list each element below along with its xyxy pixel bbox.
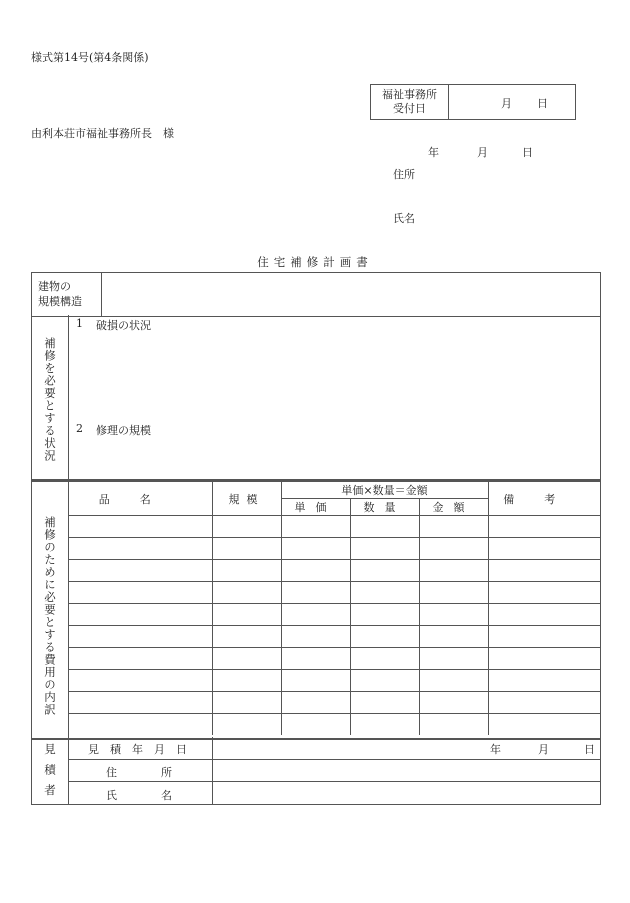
estimate-day: 日 bbox=[584, 743, 595, 756]
applicant-month: 月 bbox=[477, 146, 488, 159]
row-item-name-cell bbox=[68, 516, 212, 538]
row-amount-cell bbox=[419, 560, 488, 582]
estimate-year: 年 bbox=[490, 743, 501, 756]
row-quantity-cell bbox=[350, 538, 419, 560]
row-amount-cell bbox=[419, 538, 488, 560]
repair-item1-label: 破損の状況 bbox=[96, 319, 151, 332]
building-section bbox=[31, 272, 601, 317]
repair-item2-number: 2 bbox=[76, 422, 83, 435]
table-row bbox=[68, 516, 600, 538]
table-row bbox=[68, 692, 600, 714]
cost-side-label: 補修のために必要とする費用の内訳 bbox=[43, 516, 57, 716]
row-remarks-cell bbox=[488, 560, 600, 582]
row-unit-price-cell bbox=[281, 648, 350, 670]
row-item-name-cell bbox=[68, 626, 212, 648]
table-row bbox=[68, 604, 600, 626]
estimate-date-label: 見積年月日 bbox=[88, 743, 198, 756]
row-amount-cell bbox=[419, 626, 488, 648]
row-scale-cell bbox=[212, 626, 281, 648]
row-unit-price-cell bbox=[281, 714, 350, 735]
row-quantity-cell bbox=[350, 648, 419, 670]
row-amount-cell bbox=[419, 604, 488, 626]
table-row bbox=[68, 560, 600, 582]
row-remarks-cell bbox=[488, 670, 600, 692]
row-unit-price-cell bbox=[281, 626, 350, 648]
row-quantity-cell bbox=[350, 626, 419, 648]
cost-table bbox=[68, 482, 600, 735]
table-row bbox=[68, 670, 600, 692]
estimator-section bbox=[31, 737, 601, 805]
row-quantity-cell bbox=[350, 582, 419, 604]
reception-label bbox=[371, 85, 449, 119]
row-item-name-cell bbox=[68, 582, 212, 604]
row-scale-cell bbox=[212, 648, 281, 670]
estimator-labels bbox=[68, 737, 216, 804]
header-amount: 金額 bbox=[419, 499, 488, 516]
row-amount-cell bbox=[419, 516, 488, 538]
row-amount-cell bbox=[419, 648, 488, 670]
estimator-address-label: 住所 bbox=[106, 766, 216, 779]
row-remarks-cell bbox=[488, 582, 600, 604]
applicant-address-label: 住所 bbox=[393, 168, 415, 181]
row-amount-cell bbox=[419, 714, 488, 735]
row-item-name-cell bbox=[68, 648, 212, 670]
header-scale: 規模 bbox=[212, 482, 281, 516]
row-remarks-cell bbox=[488, 538, 600, 560]
row-quantity-cell bbox=[350, 516, 419, 538]
row-quantity-cell bbox=[350, 560, 419, 582]
header-item-name: 品名 bbox=[68, 482, 212, 516]
form-number: 様式第14号(第4条関係) bbox=[31, 51, 149, 64]
row-item-name-cell bbox=[68, 670, 212, 692]
applicant-name-label: 氏名 bbox=[393, 212, 415, 225]
row-quantity-cell bbox=[350, 670, 419, 692]
header-unit-price: 単価 bbox=[281, 499, 350, 516]
reception-box bbox=[370, 84, 576, 120]
row-item-name-cell bbox=[68, 714, 212, 735]
row-remarks-cell bbox=[488, 604, 600, 626]
row-scale-cell bbox=[212, 604, 281, 626]
estimate-month: 月 bbox=[538, 743, 549, 756]
header-remarks: 備考 bbox=[488, 482, 600, 516]
row-unit-price-cell bbox=[281, 538, 350, 560]
reception-month: 月 bbox=[501, 97, 512, 110]
repair-need-side bbox=[32, 315, 69, 479]
row-unit-price-cell bbox=[281, 604, 350, 626]
building-label-line1: 建物の bbox=[38, 280, 71, 293]
row-unit-price-cell bbox=[281, 582, 350, 604]
estimator-side-label: 見積者 bbox=[43, 743, 57, 805]
repair-need-section bbox=[31, 315, 601, 480]
row-unit-price-cell bbox=[281, 692, 350, 714]
table-row bbox=[68, 538, 600, 560]
addressee: 由利本荘市福祉事務所長 様 bbox=[31, 127, 174, 140]
table-row bbox=[68, 626, 600, 648]
table-row bbox=[68, 582, 600, 604]
repair-item1-number: 1 bbox=[76, 317, 83, 330]
cost-side bbox=[32, 482, 69, 738]
repair-need-side-label: 補修を必要とする状況 bbox=[43, 337, 57, 462]
row-item-name-cell bbox=[68, 692, 212, 714]
reception-label-line2: 受付日 bbox=[393, 102, 426, 115]
repair-item2-label: 修理の規模 bbox=[96, 424, 151, 437]
row-scale-cell bbox=[212, 516, 281, 538]
row-quantity-cell bbox=[350, 714, 419, 735]
row-remarks-cell bbox=[488, 626, 600, 648]
row-scale-cell bbox=[212, 538, 281, 560]
applicant-day: 日 bbox=[522, 146, 533, 159]
row-quantity-cell bbox=[350, 604, 419, 626]
row-item-name-cell bbox=[68, 538, 212, 560]
row-scale-cell bbox=[212, 714, 281, 735]
row-item-name-cell bbox=[68, 604, 212, 626]
row-scale-cell bbox=[212, 670, 281, 692]
estimator-name-label: 氏名 bbox=[106, 789, 216, 802]
row-remarks-cell bbox=[488, 516, 600, 538]
table-row bbox=[68, 714, 600, 735]
reception-label-line1: 福祉事務所 bbox=[382, 88, 437, 101]
header-formula: 単価×数量＝金額 bbox=[281, 482, 488, 499]
row-scale-cell bbox=[212, 582, 281, 604]
reception-day: 日 bbox=[537, 97, 548, 110]
building-label bbox=[32, 273, 102, 316]
row-scale-cell bbox=[212, 560, 281, 582]
row-amount-cell bbox=[419, 692, 488, 714]
estimator-side bbox=[32, 737, 69, 804]
row-quantity-cell bbox=[350, 692, 419, 714]
row-remarks-cell bbox=[488, 648, 600, 670]
row-unit-price-cell bbox=[281, 670, 350, 692]
row-amount-cell bbox=[419, 582, 488, 604]
row-remarks-cell bbox=[488, 714, 600, 735]
building-label-line2: 規模構造 bbox=[38, 295, 82, 308]
row-unit-price-cell bbox=[281, 560, 350, 582]
row-unit-price-cell bbox=[281, 516, 350, 538]
row-remarks-cell bbox=[488, 692, 600, 714]
row-scale-cell bbox=[212, 692, 281, 714]
cost-section bbox=[31, 480, 601, 740]
row-amount-cell bbox=[419, 670, 488, 692]
table-row bbox=[68, 648, 600, 670]
row-item-name-cell bbox=[68, 560, 212, 582]
page-title: 住宅補修計画書 bbox=[257, 255, 373, 269]
header-quantity: 数量 bbox=[350, 499, 419, 516]
applicant-year: 年 bbox=[428, 146, 439, 159]
